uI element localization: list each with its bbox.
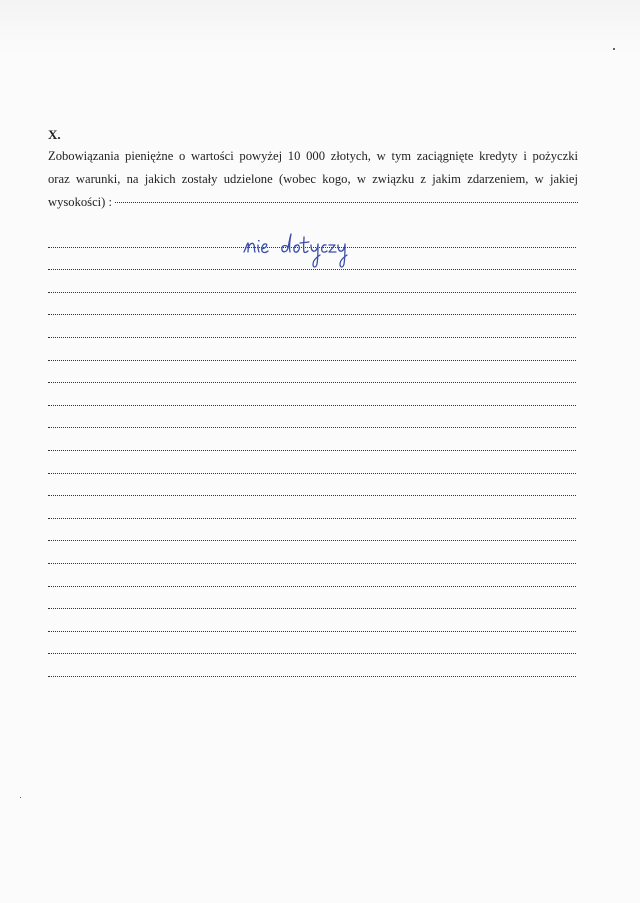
handwritten-answer [240,226,360,274]
answer-line [48,293,576,316]
answer-fill-line [115,201,578,203]
answer-line [48,474,576,497]
answer-line [48,315,576,338]
answer-line [48,587,576,610]
answer-line [48,564,576,587]
answer-line [48,519,576,542]
answer-line [48,428,576,451]
question-line-3-text: wysokości) : [48,195,113,209]
answer-line [48,541,576,564]
scan-speck [20,797,21,798]
section-heading: X. [48,127,61,142]
answer-line [48,451,576,474]
answer-line [48,383,576,406]
question-line-3 [48,191,578,214]
answer-line [48,406,576,429]
answer-line [48,338,576,361]
question-line-2: oraz warunki, na jakich zostały udzielone (wobec kogo, w związku z jakim zdarzeniem, w jakiej [48,172,578,186]
answer-line [48,632,576,655]
answer-lines [48,225,576,677]
answer-line [48,654,576,677]
answer-line [48,609,576,632]
question-text [48,145,578,214]
scan-speck [613,48,615,50]
answer-line [48,496,576,519]
answer-line [48,361,576,384]
question-line-1: Zobowiązania pieniężne o wartości powyżej 10 000 złotych, w tym zaciągnięte kredyty i pożyczki [48,149,578,163]
